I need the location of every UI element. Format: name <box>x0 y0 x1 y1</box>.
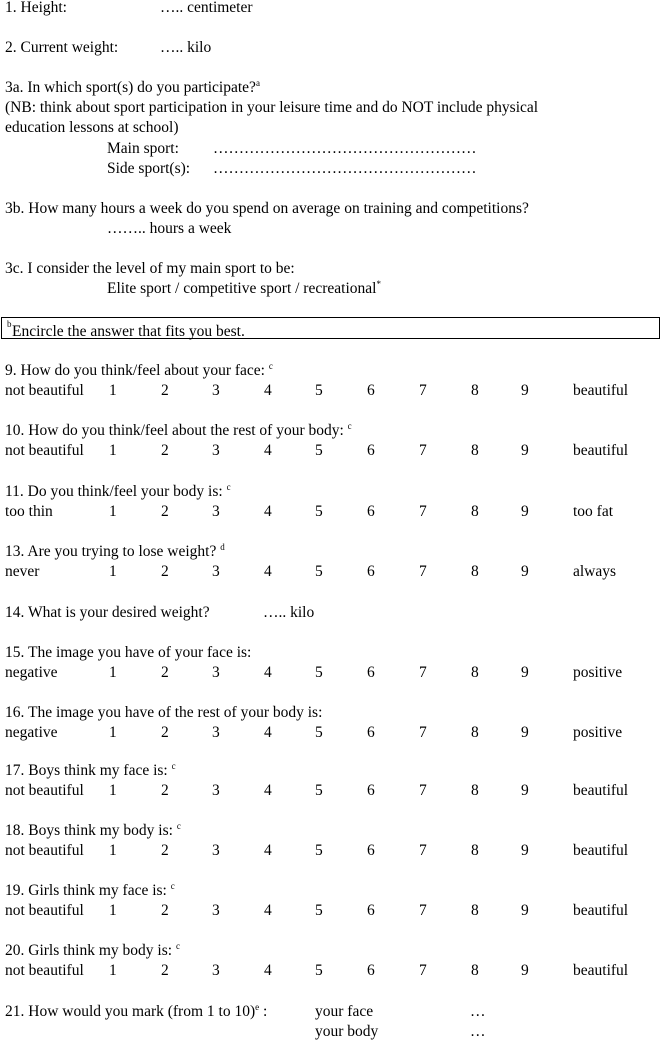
scale-option-8[interactable]: 8 <box>471 442 479 459</box>
scale-option-2[interactable]: 2 <box>161 442 169 459</box>
q21-question <box>5 1004 267 1020</box>
scale-left-anchor: not beautiful <box>5 902 84 919</box>
scale-option-3[interactable]: 3 <box>212 782 220 799</box>
scale-option-5[interactable]: 5 <box>315 503 323 520</box>
scale-right-anchor: beautiful <box>573 382 629 399</box>
q3a-note-line2: education lessons at school) <box>5 119 179 136</box>
scale-option-7[interactable]: 7 <box>419 962 427 979</box>
scale-option-7[interactable]: 7 <box>419 902 427 919</box>
scale-option-6[interactable]: 6 <box>367 503 375 520</box>
scale-option-3[interactable]: 3 <box>212 382 220 399</box>
scale-right-anchor: positive <box>573 724 623 741</box>
scale-option-7[interactable]: 7 <box>419 842 427 859</box>
instruction-box <box>1 317 660 339</box>
scale-option-3[interactable]: 3 <box>212 902 220 919</box>
q21-face-label: your face <box>315 1003 374 1020</box>
scale-option-6[interactable]: 6 <box>367 382 375 399</box>
scale-option-8[interactable]: 8 <box>471 902 479 919</box>
q3b-answer-blank[interactable]: …….. hours a week <box>107 220 232 237</box>
q21-body-blank[interactable]: … <box>470 1023 486 1040</box>
q21-body-label: your body <box>315 1023 379 1040</box>
scale-question: 11. Do you think/feel your body is: $^c$ <box>5 482 231 500</box>
scale-question: 13. Are you trying to lose weight? $^d$ <box>5 542 225 560</box>
scale-option-6[interactable]: 6 <box>367 664 375 681</box>
scale-option-3[interactable]: 3 <box>212 842 220 859</box>
scale-option-7[interactable]: 7 <box>419 664 427 681</box>
scale-left-anchor: not beautiful <box>5 962 84 979</box>
scale-option-5[interactable]: 5 <box>315 962 323 979</box>
scale-question: 20. Girls think my body is: $^c$ <box>5 941 180 959</box>
scale-left-anchor: negative <box>5 664 58 681</box>
q3c-label: 3c. I consider the level of my main sport to be: <box>5 260 295 277</box>
scale-right-anchor: beautiful <box>573 442 629 459</box>
scale-option-6[interactable]: 6 <box>367 442 375 459</box>
scale-option-1[interactable]: 1 <box>109 902 117 919</box>
scale-option-2[interactable]: 2 <box>161 563 169 580</box>
scale-option-1[interactable]: 1 <box>109 782 117 799</box>
scale-option-4[interactable]: 4 <box>264 503 272 520</box>
scale-option-1[interactable]: 1 <box>109 664 117 681</box>
scale-question: 15. The image you have of your face is: <box>5 644 252 661</box>
scale-option-2[interactable]: 2 <box>161 503 169 520</box>
scale-option-7[interactable]: 7 <box>419 442 427 459</box>
scale-option-2[interactable]: 2 <box>161 724 169 741</box>
scale-option-7[interactable]: 7 <box>419 782 427 799</box>
scale-option-8[interactable]: 8 <box>471 962 479 979</box>
scale-option-8[interactable]: 8 <box>471 842 479 859</box>
scale-left-anchor: never <box>5 563 40 580</box>
scale-option-3[interactable]: 3 <box>212 503 220 520</box>
scale-left-anchor: not beautiful <box>5 782 84 799</box>
scale-option-3[interactable]: 3 <box>212 724 220 741</box>
q1-answer-blank[interactable]: ….. centimeter <box>160 0 253 16</box>
scale-option-7[interactable]: 7 <box>419 382 427 399</box>
scale-option-2[interactable]: 2 <box>161 382 169 399</box>
scale-right-anchor: positive <box>573 664 623 681</box>
q3a-question <box>5 80 260 96</box>
scale-option-9[interactable]: 9 <box>521 782 529 799</box>
scale-option-4[interactable]: 4 <box>264 382 272 399</box>
scale-option-3[interactable]: 3 <box>212 664 220 681</box>
scale-option-5[interactable]: 5 <box>315 902 323 919</box>
scale-footnote-mark: c <box>268 361 273 371</box>
scale-question: 18. Boys think my body is: $^c$ <box>5 821 181 839</box>
scale-option-4[interactable]: 4 <box>264 563 272 580</box>
scale-option-9[interactable]: 9 <box>521 724 529 741</box>
q1-label: 1. Height: <box>5 0 67 16</box>
scale-option-4[interactable]: 4 <box>264 842 272 859</box>
scale-right-anchor: beautiful <box>573 782 629 799</box>
scale-option-5[interactable]: 5 <box>315 664 323 681</box>
scale-option-4[interactable]: 4 <box>264 442 272 459</box>
scale-footnote-mark: c <box>176 821 181 831</box>
instruction-text: Encircle the answer that fits you best. $^b$ <box>7 319 245 340</box>
scale-footnote-mark: c <box>226 482 231 492</box>
q21-footnote-mark: e <box>255 1002 260 1012</box>
q3a-label: 3a. In which sport(s) do you participate? <box>5 79 256 96</box>
q2-label: 2. Current weight: <box>5 39 119 56</box>
scale-option-3[interactable]: 3 <box>212 442 220 459</box>
scale-option-2[interactable]: 2 <box>161 664 169 681</box>
scale-option-9[interactable]: 9 <box>521 664 529 681</box>
scale-option-8[interactable]: 8 <box>471 382 479 399</box>
scale-option-6[interactable]: 6 <box>367 724 375 741</box>
scale-question: 17. Boys think my face is: $^c$ <box>5 761 176 779</box>
scale-option-6[interactable]: 6 <box>367 902 375 919</box>
scale-option-1[interactable]: 1 <box>109 563 117 580</box>
q2-answer-blank[interactable]: ….. kilo <box>160 39 212 56</box>
scale-option-6[interactable]: 6 <box>367 782 375 799</box>
scale-option-9[interactable]: 9 <box>521 902 529 919</box>
scale-option-4[interactable]: 4 <box>264 902 272 919</box>
scale-left-anchor: not beautiful <box>5 842 84 859</box>
q14-answer-blank[interactable]: ….. kilo <box>263 604 315 621</box>
scale-option-9[interactable]: 9 <box>521 503 529 520</box>
scale-option-1[interactable]: 1 <box>109 724 117 741</box>
scale-left-anchor: not beautiful <box>5 382 84 399</box>
scale-question: 19. Girls think my face is: $^c$ <box>5 881 175 899</box>
main-sport-blank[interactable]: …………………………………………… <box>213 140 477 157</box>
scale-footnote-mark: d <box>220 542 225 552</box>
q21-colon: : <box>263 1003 268 1020</box>
scale-option-5[interactable]: 5 <box>315 782 323 799</box>
scale-option-8[interactable]: 8 <box>471 724 479 741</box>
scale-option-9[interactable]: 9 <box>521 382 529 399</box>
scale-option-4[interactable]: 4 <box>264 782 272 799</box>
q21-label: 21. How would you mark (from 1 to 10) <box>5 1003 256 1020</box>
scale-option-5[interactable]: 5 <box>315 563 323 580</box>
q21-face-blank[interactable]: … <box>470 1003 486 1020</box>
scale-footnote-mark: c <box>171 761 176 771</box>
q14-label: 14. What is your desired weight? <box>5 604 210 621</box>
scale-option-9[interactable]: 9 <box>521 563 529 580</box>
scale-option-8[interactable]: 8 <box>471 563 479 580</box>
scale-left-anchor: negative <box>5 724 58 741</box>
scale-option-7[interactable]: 7 <box>419 724 427 741</box>
scale-footnote-mark: c <box>347 421 352 431</box>
scale-option-2[interactable]: 2 <box>161 902 169 919</box>
q3a-note-line1: (NB: think about sport participation in your leisure time and do NOT include physical <box>5 99 539 116</box>
scale-option-9[interactable]: 9 <box>521 842 529 859</box>
main-sport-label: Main sport: <box>107 140 179 157</box>
scale-right-anchor: always <box>573 563 617 580</box>
scale-option-5[interactable]: 5 <box>315 842 323 859</box>
scale-option-7[interactable]: 7 <box>419 563 427 580</box>
scale-option-8[interactable]: 8 <box>471 664 479 681</box>
scale-footnote-mark: c <box>170 881 175 891</box>
scale-option-1[interactable]: 1 <box>109 382 117 399</box>
scale-option-2[interactable]: 2 <box>161 962 169 979</box>
scale-right-anchor: beautiful <box>573 842 629 859</box>
q3b-label: 3b. How many hours a week do you spend on average on training and competitions? <box>5 200 529 217</box>
scale-footnote-mark: c <box>175 941 180 951</box>
scale-option-5[interactable]: 5 <box>315 382 323 399</box>
scale-question: 10. How do you think/feel about the rest of your body: $^c$ <box>5 421 352 439</box>
q3c-options[interactable] <box>107 281 381 297</box>
scale-option-3[interactable]: 3 <box>212 962 220 979</box>
side-sport-blank[interactable]: …………………………………………… <box>213 160 477 177</box>
scale-option-4[interactable]: 4 <box>264 664 272 681</box>
scale-option-3[interactable]: 3 <box>212 563 220 580</box>
q3c-footnote-mark: * <box>376 279 381 289</box>
scale-right-anchor: too fat <box>573 503 614 520</box>
scale-question: 16. The image you have of the rest of your body is: <box>5 704 323 721</box>
scale-option-2[interactable]: 2 <box>161 782 169 799</box>
scale-right-anchor: beautiful <box>573 902 629 919</box>
scale-left-anchor: too thin <box>5 503 53 520</box>
scale-option-1[interactable]: 1 <box>109 842 117 859</box>
scale-option-8[interactable]: 8 <box>471 782 479 799</box>
scale-option-9[interactable]: 9 <box>521 442 529 459</box>
scale-option-1[interactable]: 1 <box>109 442 117 459</box>
scale-option-6[interactable]: 6 <box>367 962 375 979</box>
scale-option-5[interactable]: 5 <box>315 724 323 741</box>
scale-option-6[interactable]: 6 <box>367 842 375 859</box>
q3c-options-text: Elite sport / competitive sport / recreational <box>107 280 377 297</box>
scale-option-4[interactable]: 4 <box>264 724 272 741</box>
scale-option-2[interactable]: 2 <box>161 842 169 859</box>
scale-option-1[interactable]: 1 <box>109 503 117 520</box>
scale-option-8[interactable]: 8 <box>471 503 479 520</box>
side-sport-label: Side sport(s): <box>107 160 191 177</box>
scale-right-anchor: beautiful <box>573 962 629 979</box>
scale-left-anchor: not beautiful <box>5 442 84 459</box>
scale-option-9[interactable]: 9 <box>521 962 529 979</box>
scale-option-1[interactable]: 1 <box>109 962 117 979</box>
q3a-footnote-mark: a <box>255 78 260 88</box>
scale-option-5[interactable]: 5 <box>315 442 323 459</box>
scale-option-6[interactable]: 6 <box>367 563 375 580</box>
scale-option-7[interactable]: 7 <box>419 503 427 520</box>
instruction-footnote-mark: b <box>7 319 12 329</box>
scale-question: 9. How do you think/feel about your face: $^c$ <box>5 361 273 379</box>
scale-option-4[interactable]: 4 <box>264 962 272 979</box>
